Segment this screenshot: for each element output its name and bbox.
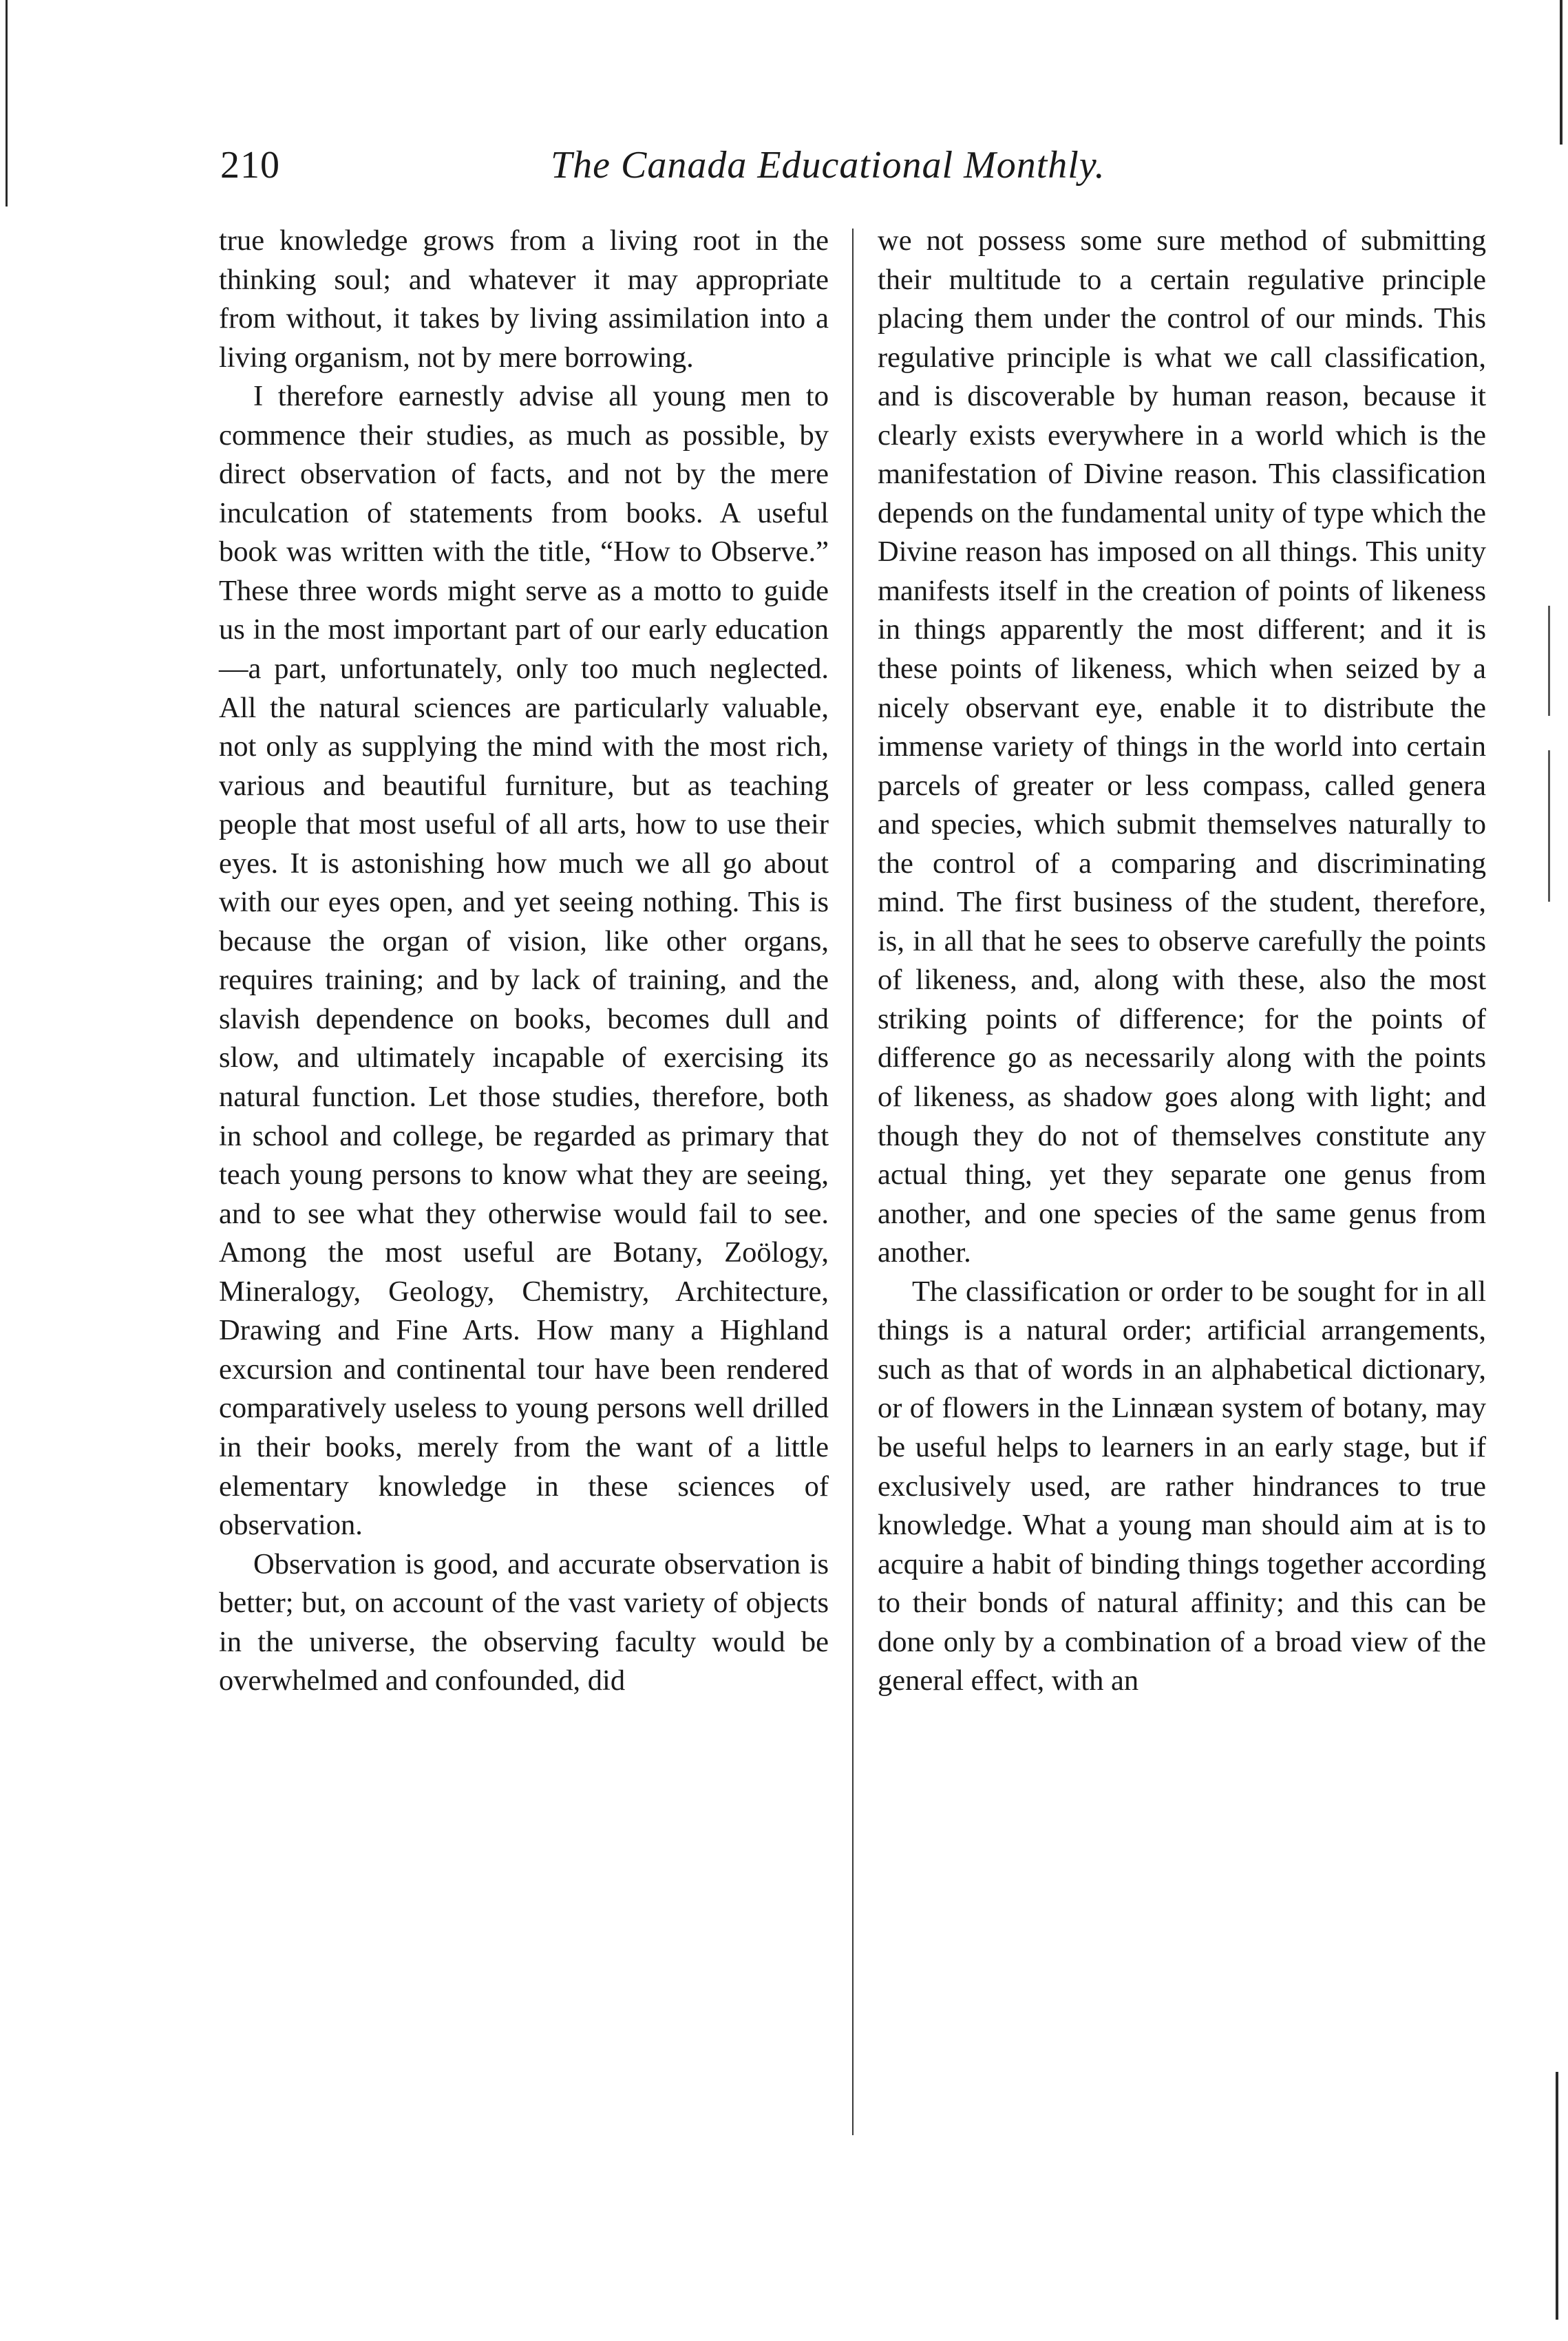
paragraph: The classification or order to be sought for in all things is a natural order; artificial arrangements, such as that of words in an alphabetical dictionary, or of flowers in the Linnæan system of botany, may be useful helps to learners in an early stage, but if exclusively used, are rather hindrances to true knowledge. What a young man should aim at is to acquire a habit of binding things together according to their bonds of natural affinity; and this can be done only by a combination of a broad view of the general effect, with an: [878, 1275, 1486, 1697]
scan-edge-right-lower: [1556, 2072, 1558, 2320]
scan-edge-left: [6, 0, 8, 206]
column-divider: [852, 229, 854, 2135]
paragraph: Observation is good, and accurate observation is better; but, on account of the vast variety of objects in the universe, the observing faculty would be overwhelmed and confounded, did: [219, 1547, 829, 1697]
margin-mark: [1548, 606, 1550, 716]
right-column: [878, 222, 1486, 1701]
scan-edge-right: [1560, 0, 1562, 145]
paragraph: we not possess some sure method of submitting their multitude to a certain regulative principle placing them under the control of our minds. This regulative principle is what we call classification, and is discoverable by human reason, because it clearly exists everywhere in a world which is the manifestation of Divine reason. This classification depends on the fundamental unity of type which the Divine reason has imposed on all things. This unity manifests itself in the creation of points of likeness in things apparently the most different; and it is these points of likeness, which when seized by a nicely observant eye, enable it to distribute the immense variety of things in the world into certain parcels of greater or less compass, called genera and species, which submit themselves naturally to the control of a comparing and discriminating mind. The first business of the student, therefore, is, in all that he sees to observe carefully the points of likeness, and, along with these, also the most striking points of difference; for the points of difference go as necessarily along with the points of likeness, as shadow goes along with light; and though they do not of themselves constitute any actual thing, yet they separate one genus from another, and one species of the same genus from another.: [878, 224, 1486, 1269]
journal-title: The Canada Educational Monthly.: [551, 144, 1105, 187]
paragraph: true knowledge grows from a living root in the thinking soul; and whatever it may appropriate from without, it takes by living assimilation into a living organism, not by mere borrowing.: [219, 224, 829, 374]
page-header: [220, 138, 1342, 193]
page-number: 210: [220, 144, 280, 187]
margin-mark: [1548, 750, 1550, 902]
paragraph: I therefore earnestly advise all young men to commence their studies, as much as possible, by direct observation of facts, and not by the mere inculcation of statements from books. A useful book was written with the title, “How to Observe.” These three words might serve as a motto to guide us in the most important part of our early education—a part, unfortunately, only too much neglected. All the natural sciences are particularly valuable, not only as supplying the mind with the most rich, various and beautiful furniture, but as teaching people that most useful of all arts, how to use their eyes. It is astonishing how much we all go about with our eyes open, and yet seeing nothing. This is because the organ of vision, like other organs, requires training; and by lack of training, and the slavish dependence on books, becomes dull and slow, and ultimately incapable of exercising its natural function. Let those studies, therefore, both in school and college, be regarded as primary that teach young persons to know what they are seeing, and to see what they otherwise would fail to see. Among the most useful are Botany, Zoölogy, Mineralogy, Geology, Chemistry, Architecture, Drawing and Fine Arts. How many a Highland excursion and continental tour have been rendered comparatively useless to young persons well drilled in their books, merely from the want of a little elementary knowledge in these sciences of observation.: [219, 380, 829, 1542]
left-column: [219, 222, 829, 1701]
